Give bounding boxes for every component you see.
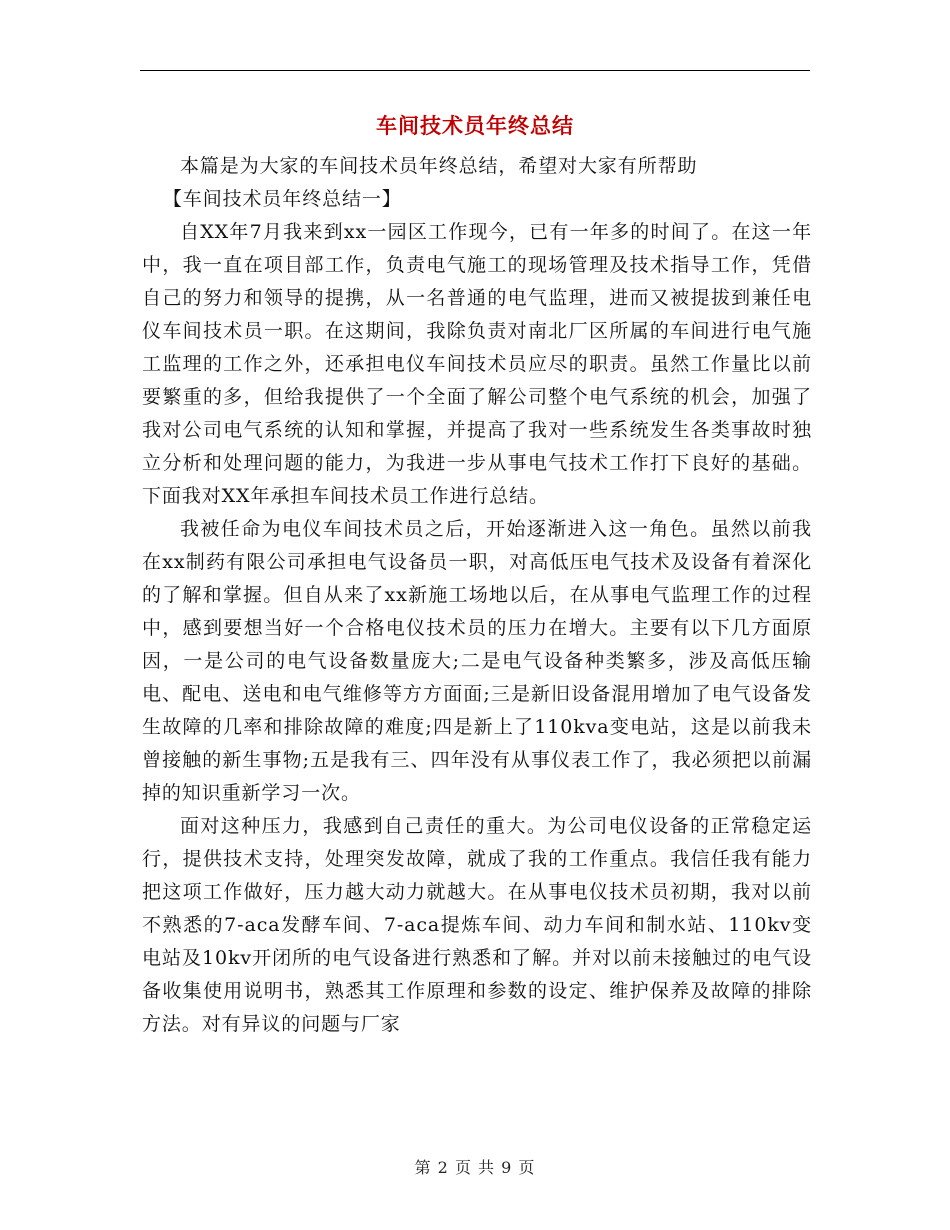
header-rule	[140, 70, 810, 71]
body-paragraph-2: 我被任命为电仪车间技术员之后，开始逐渐进入这一角色。虽然以前我在xx制药有限公司承担电气设备员一职，对高低压电气技术及设备有着深化的了解和掌握。但自从来了xx新施工场地以后，在从事电气监理工作的过程中，感到要想当好一个合格电仪技术员的压力在增大。主要有以下几方面原因，一是公司的电气设备数量庞大;二是电气设备种类繁多，涉及高低压输电、配电、送电和电气维修等方方面面;三是新旧设备混用增加了电气设备发生故障的几率和排除故障的难度;四是新上了110kva变电站，这是以前我未曾接触的新生事物;五是我有三、四年没有从事仪表工作了，我必须把以前漏掉的知识重新学习一次。	[142, 518, 812, 804]
body-paragraph-3: 面对这种压力，我感到自己责任的重大。为公司电仪设备的正常稳定运行，提供技术支持，处理突发故障，就成了我的工作重点。我信任我有能力把这项工作做好，压力越大动力就越大。在从事电仪技术员初期，我对以前不熟悉的7-aca发酵车间、7-aca提炼车间、动力车间和制水站、110kv变电站及10kv开闭所的电气设备进行熟悉和了解。并对以前未接触过的电气设备收集使用说明书，熟悉其工作原理和参数的设定、维护保养及故障的排除方法。对有异议的问题与厂家	[142, 815, 812, 1035]
intro-paragraph: 本篇是为大家的车间技术员年终总结，希望对大家有所帮助	[180, 155, 698, 177]
page-number-footer: 第 2 页 共 9 页	[414, 1158, 536, 1177]
document-body	[142, 150, 812, 1041]
document-title: 车间技术员年终总结	[376, 113, 574, 138]
body-paragraph-1: 自XX年7月我来到xx一园区工作现今，已有一年多的时间了。在这一年中，我一直在项目部工作，负责电气施工的现场管理及技术指导工作，凭借自己的努力和领导的提携，从一名普通的电气监理，进而又被提拔到兼任电仪车间技术员一职。在这期间，我除负责对南北厂区所属的车间进行电气施工监理的工作之外，还承担电仪车间技术员应尽的职责。虽然工作量比以前要繁重的多，但给我提供了一个全面了解公司整个电气系统的机会，加强了我对公司电气系统的认知和掌握，并提高了我对一些系统发生各类事故时独立分析和处理问题的能力，为我进一步从事电气技术工作打下良好的基础。下面我对XX年承担车间技术员工作进行总结。	[142, 221, 812, 507]
section-heading: 【车间技术员年终总结一】	[162, 188, 402, 210]
